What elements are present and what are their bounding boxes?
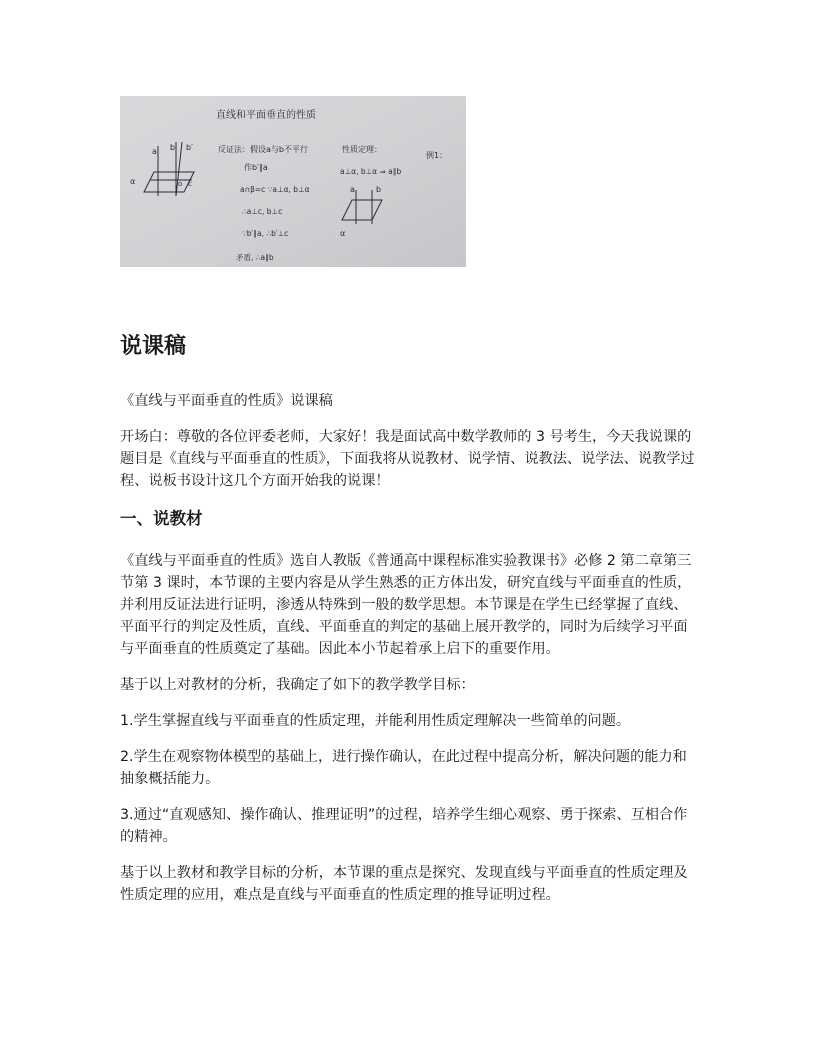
blackboard-photo [120, 96, 466, 267]
page-heading: 说课稿 [120, 334, 187, 359]
fig2-label-a: a [350, 185, 355, 194]
fig1-label-alpha: α [130, 177, 136, 186]
goals-intro: 基于以上对教材的分析，我确定了如下的教学教学目标： [120, 677, 475, 693]
fig2-label-b: b [376, 185, 382, 194]
theorem-line: a⊥α, b⊥α ⇒ a∥b [340, 167, 402, 176]
handwritten-notes-image [120, 96, 466, 267]
goal-item-3: 3.通过“直观感知、操作确认、推理证明”的过程，培养学生细心观察、勇于探索、互相合作的精神。 [120, 807, 688, 845]
paper-background [120, 96, 466, 267]
opening-paragraph: 开场白：尊敬的各位评委老师，大家好！我是面试高中数学教师的 3 号考生，今天我说课的题目是《直线与平面垂直的性质》，下面我将从说教材、说学情、说教法、说学法、说教学过程、说板书设计这几个方面开始我的说课！ [120, 429, 695, 489]
section-heading-textbook: 一、说教材 [120, 509, 203, 528]
fig1-label-bprime: b′ [186, 143, 193, 152]
photo-title: 直线和平面垂直的性质 [216, 110, 316, 121]
proof-line-2: a∩β=c ∵a⊥α, b⊥α [240, 185, 310, 194]
fig1-label-b: b [170, 143, 176, 152]
document-title: 《直线与平面垂直的性质》说课稿 [120, 393, 333, 409]
proof-line-4: ∵b′∥a, ∴b′⊥c [242, 229, 289, 238]
textbook-paragraph: 《直线与平面垂直的性质》选自人教版《普通高中课程标准实验教课书》必修 2 第二章第三节第 3 课时，本节课的主要内容是从学生熟悉的正方体出发，研究直线与平面垂直的性质，并利用反证法进行证明，渗透从特殊到一般的数学思想。本节课是在学生已经掌握了直线、平面平行的判定及性质，直线、平面垂直的判定的基础上展开教学的，同时为后续学习平面与平面垂直的性质奠定了基础。因此本小节起着承上启下的重要作用。 [120, 553, 692, 657]
document-body [120, 330, 700, 920]
fig1-label-o: o [178, 180, 183, 188]
proof-line-3: ∴a⊥c, b⊥c [242, 207, 283, 216]
proof-line-1: 作b′∥a [244, 163, 268, 172]
fig1-label-c: c [188, 180, 192, 188]
example-label: 例1： [426, 151, 448, 160]
theorem-heading: 性质定理： [342, 145, 382, 154]
goal-item-1: 1.学生掌握直线与平面垂直的性质定理，并能利用性质定理解决一些简单的问题。 [120, 713, 631, 729]
goal-item-2: 2.学生在观察物体模型的基础上，进行操作确认，在此过程中提高分析，解决问题的能力和抽象概括能力。 [120, 749, 687, 787]
proof-line-5: 矛盾, ∴a∥b [236, 253, 274, 262]
fig1-label-a: a [152, 147, 157, 156]
fig2-label-alpha: α [340, 229, 346, 238]
key-points-paragraph: 基于以上教材和教学目标的分析，本节课的重点是探究、发现直线与平面垂直的性质定理及性质定理的应用，难点是直线与平面垂直的性质定理的推导证明过程。 [120, 865, 688, 903]
proof-heading: 反证法：假设a与b不平行 [218, 145, 308, 154]
